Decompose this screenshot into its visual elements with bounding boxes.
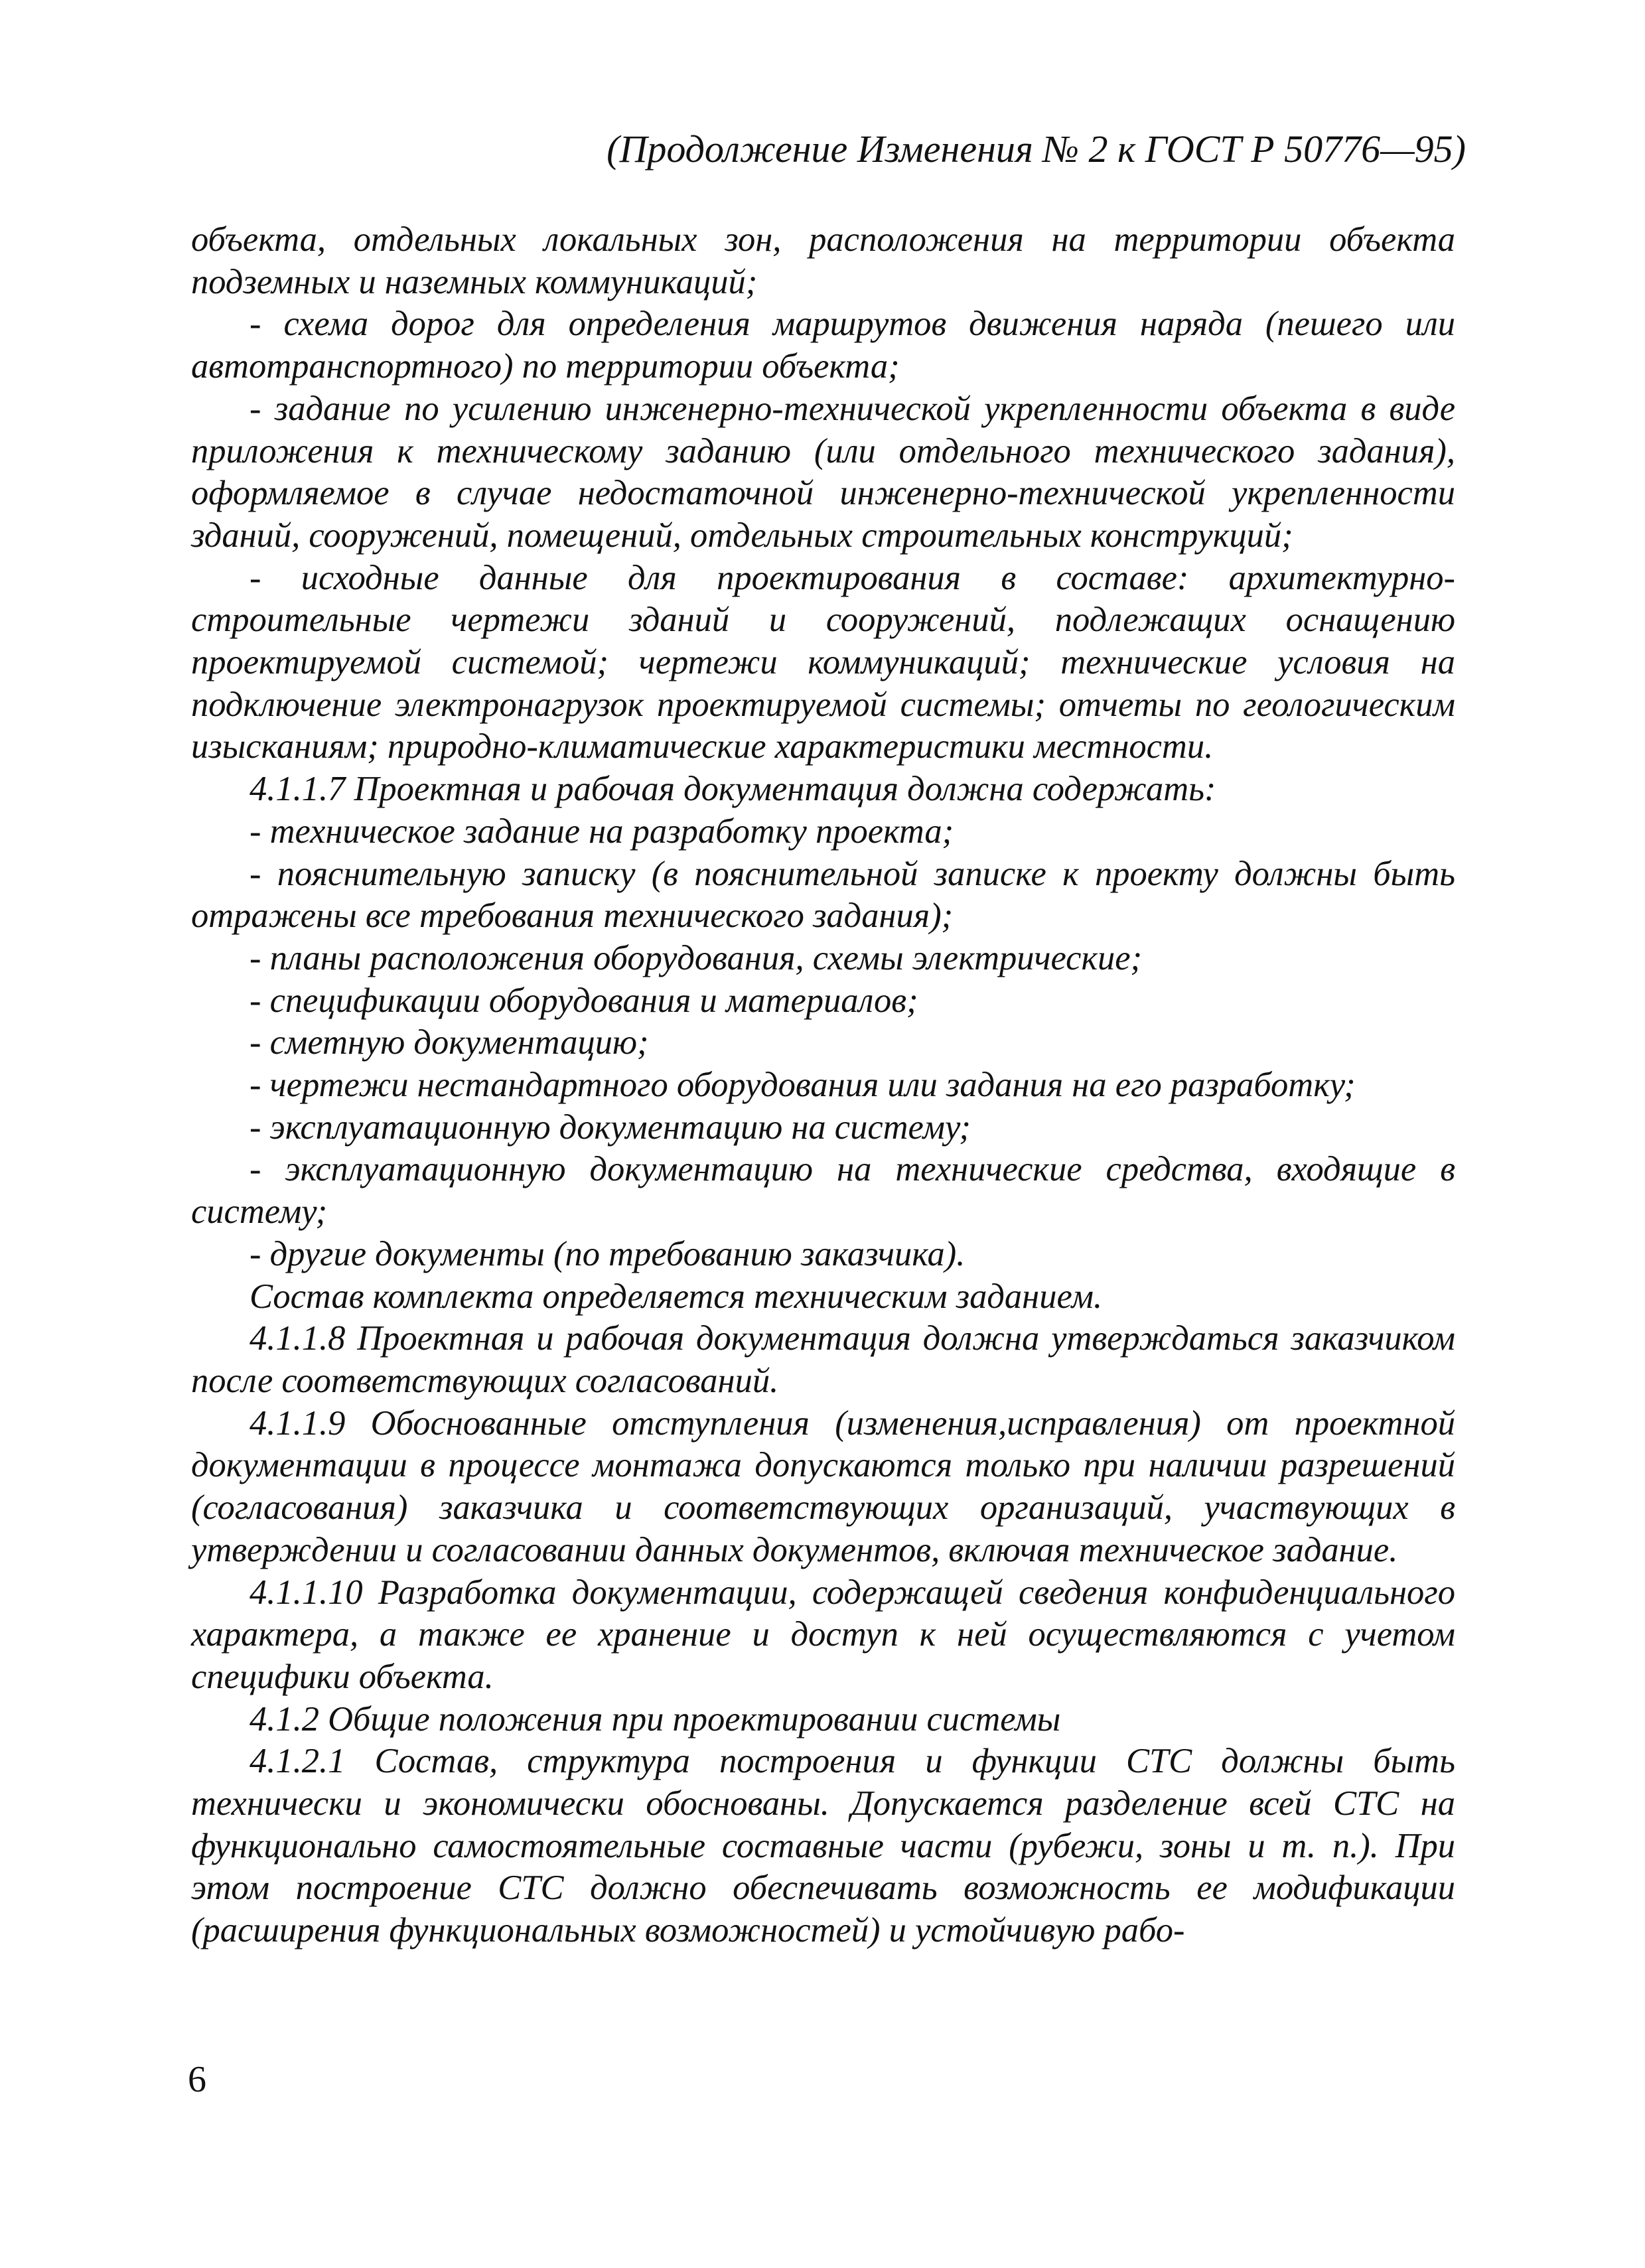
paragraph: 4.1.1.7 Проектная и рабочая документация должна содержать: bbox=[250, 770, 1216, 809]
paragraph: - другие документы (по требованию заказчика). bbox=[250, 1234, 966, 1273]
paragraph: 4.1.1.8 Проектная и рабочая документация должна утверждаться заказчиком после соответствующих согласований. bbox=[191, 1319, 1455, 1400]
paragraph: 4.1.1.10 Разработка документации, содержащей сведения конфиденциального характера, а также ее хранение и доступ к ней осуществляются с учетом специфики объекта. bbox=[191, 1573, 1455, 1696]
paragraph: - задание по усилению инженерно-технической укрепленности объекта в виде приложения к техническому заданию (или отдельного технического задания), оформляемое в случае недостаточной инженерно-технической укрепленности зданий, сооружений, помещений, отдельных строительных конструкций; bbox=[191, 389, 1455, 555]
paragraph: - схема дорог для определения маршрутов движения наряда (пешего или автотранспортного) по территории объекта; bbox=[191, 305, 1455, 386]
paragraph: объекта, отдельных локальных зон, расположения на территории объекта подземных и наземных коммуникаций; bbox=[191, 220, 1455, 301]
paragraph: 4.1.1.9 Обоснованные отступления (изменения,исправления) от проектной документации в процессе монтажа допускаются только при наличии разрешений (согласования) заказчика и соответствующих организаций, участвующих в утверждении и согласовании данных документов, включая техническое задание. bbox=[191, 1403, 1455, 1569]
paragraph: - пояснительную записку (в пояснительной записке к проекту должны быть отражены все требования технического задания); bbox=[191, 854, 1455, 936]
paragraph: - чертежи нестандартного оборудования или задания на его разработку; bbox=[250, 1066, 1356, 1105]
paragraph: - техническое задание на разработку проекта; bbox=[250, 812, 954, 851]
paragraph: Состав комплекта определяется техническим заданием. bbox=[250, 1277, 1103, 1316]
body-text bbox=[191, 219, 1455, 1952]
continuation-header: (Продолжение Изменения № 2 к ГОСТ Р 50776—95) bbox=[607, 127, 1466, 171]
paragraph: - эксплуатационную документацию на технические средства, входящие в систему; bbox=[191, 1150, 1455, 1232]
paragraph: - исходные данные для проектирования в составе: архитектурно-строительные чертежи зданий и сооружений, подлежащих оснащению проектируемой системой; чертежи коммуникаций; технические условия на подключение электронагрузок проектируемой системы; отчеты по геологическим изысканиям; природно-климатические характеристики местности. bbox=[191, 558, 1455, 766]
paragraph: - сметную документацию; bbox=[250, 1023, 649, 1062]
page-number: 6 bbox=[188, 2059, 206, 2100]
paragraph: - спецификации оборудования и материалов; bbox=[250, 981, 918, 1020]
paragraph: 4.1.2 Общие положения при проектировании системы bbox=[250, 1699, 1061, 1738]
paragraph: - эксплуатационную документацию на систему; bbox=[250, 1107, 971, 1147]
paragraph: - планы расположения оборудования, схемы электрические; bbox=[250, 938, 1143, 977]
paragraph: 4.1.2.1 Состав, структура построения и функции СТС должны быть технически и экономически обоснованы. Допускается разделение всей СТС на функционально самостоятельные составные части (рубежи, зоны и т. п.). При этом построение СТС должно обеспечивать возможность ее модификации (расширения функциональных возможностей) и устойчивую рабо- bbox=[191, 1742, 1455, 1950]
